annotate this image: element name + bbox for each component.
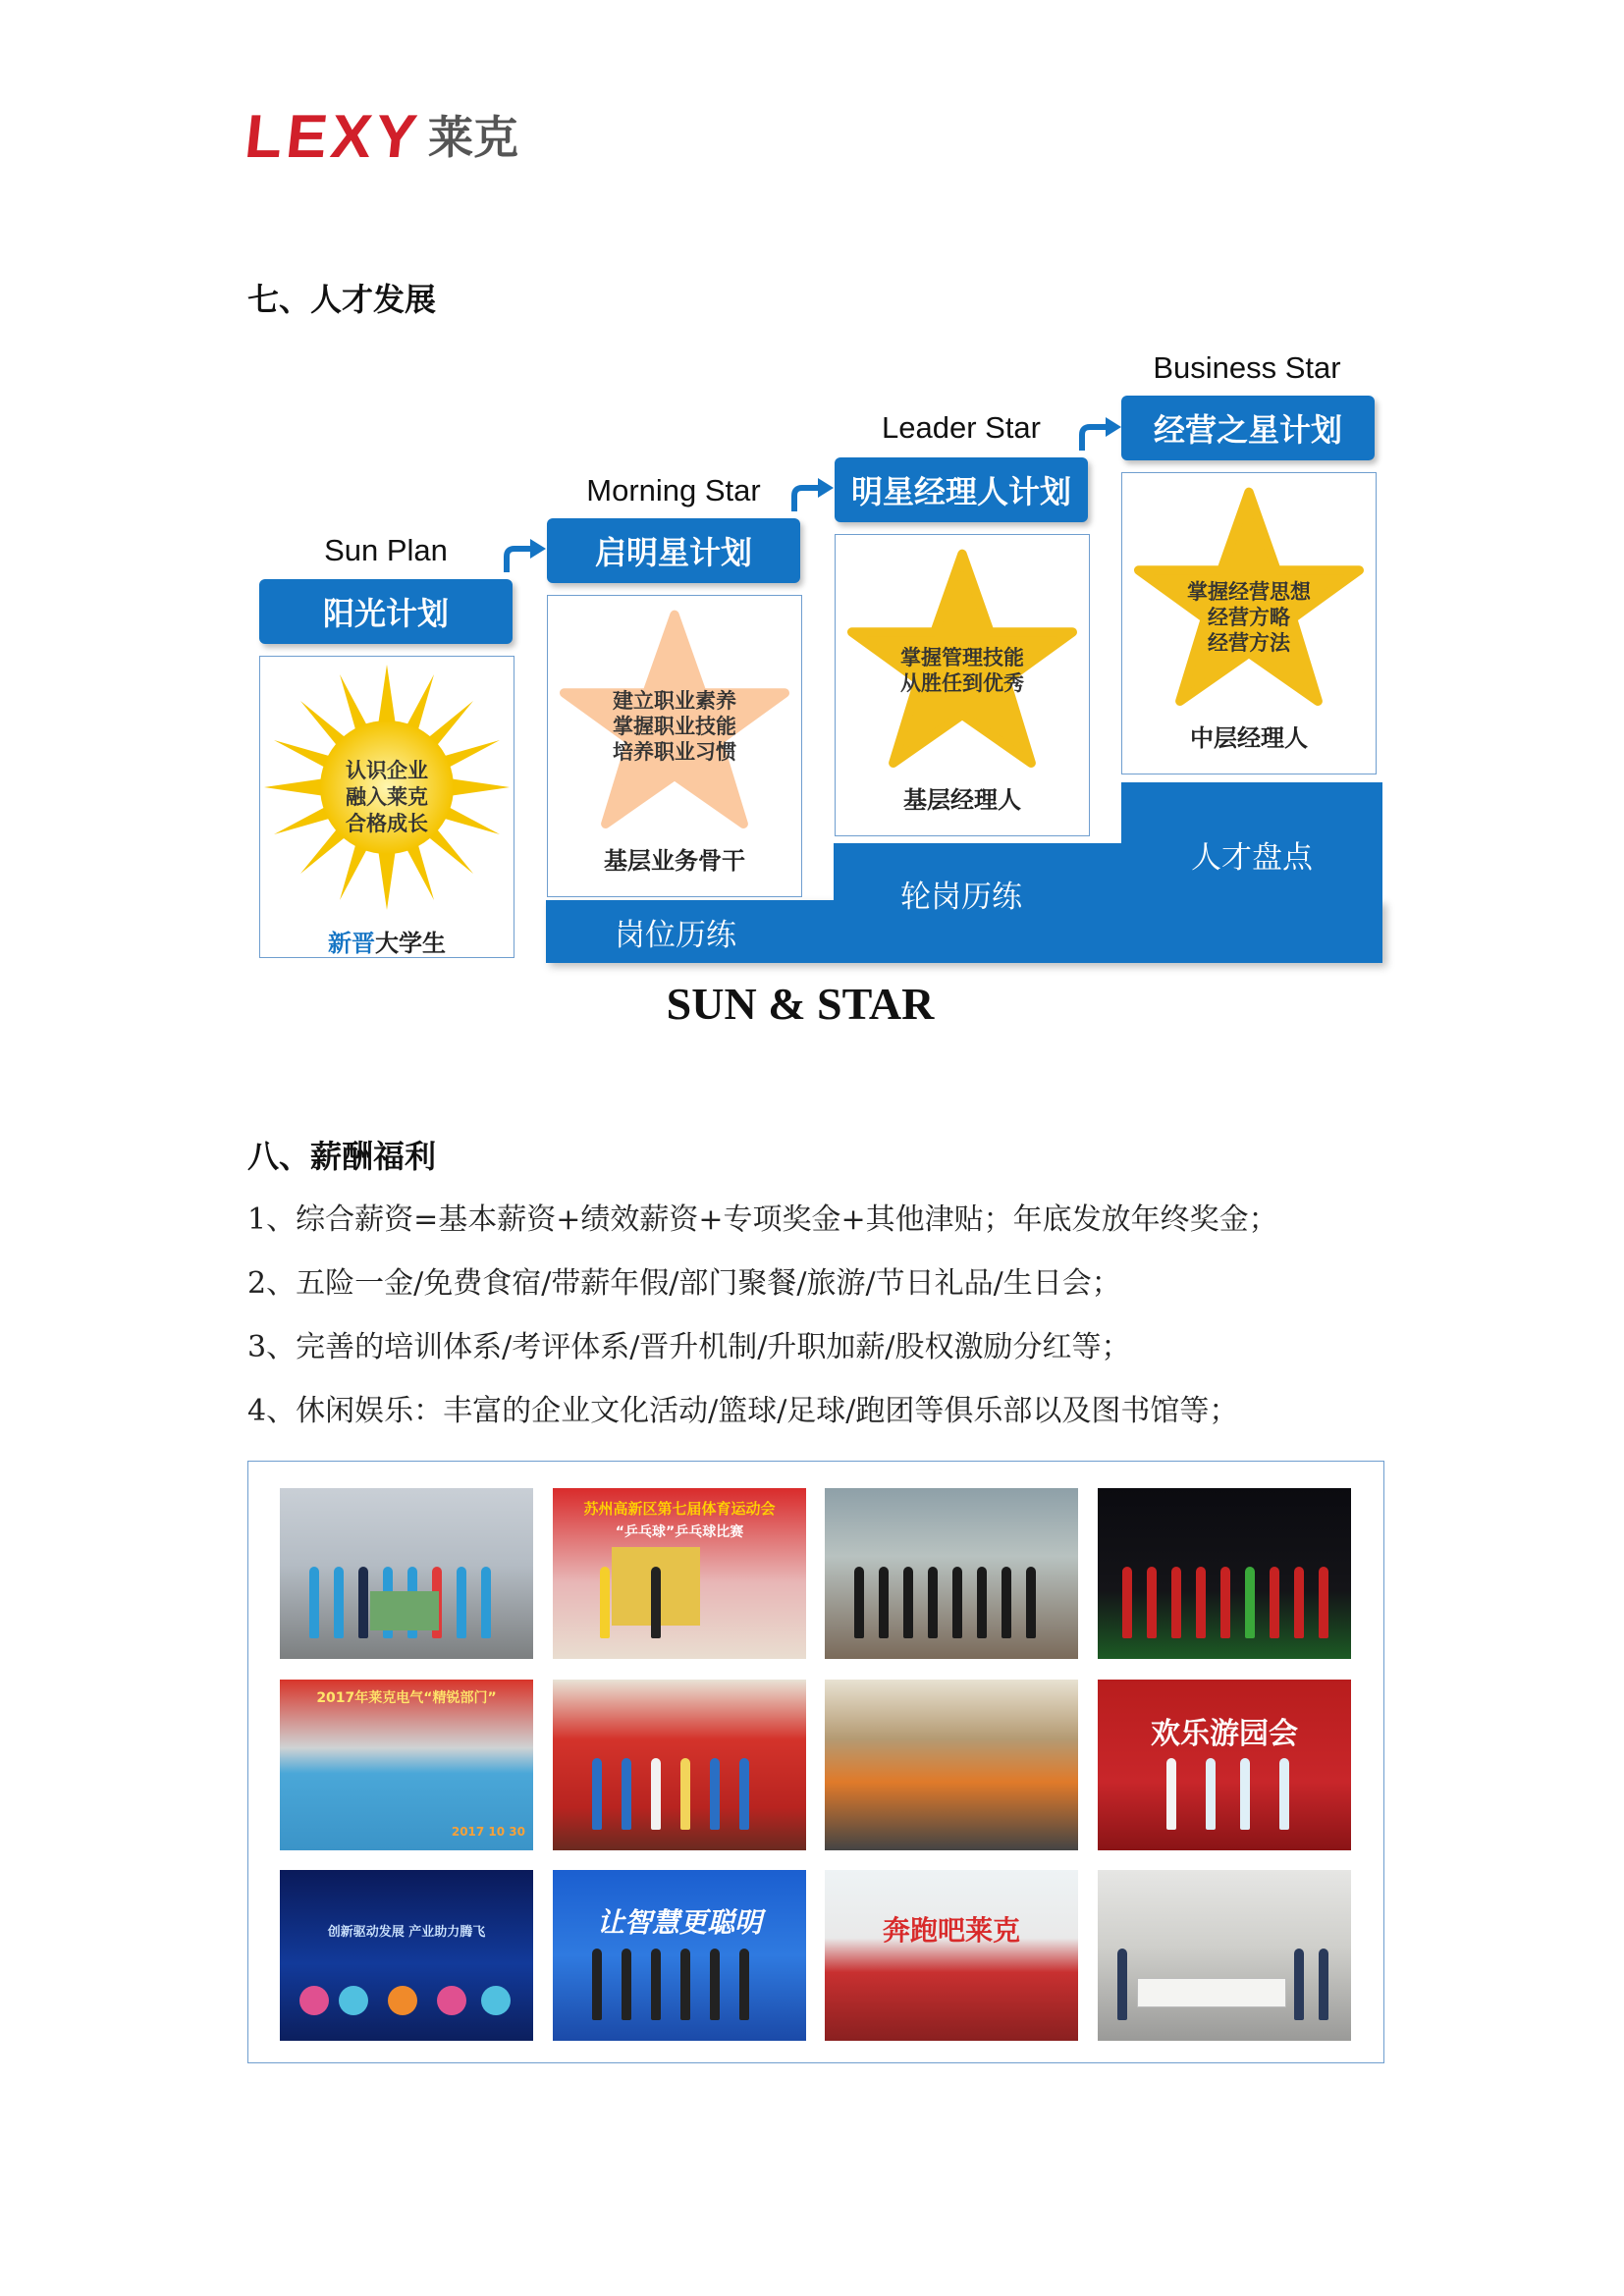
photo-auditorium-audience [825,1680,1078,1850]
logo-chinese: 莱克 [427,111,518,164]
photo-marathon-runners [280,1488,533,1659]
star-text-line: 掌握职业技能 [613,715,736,738]
sun-text-line: 认识企业 [346,759,428,782]
photo-group-blue-shirts [280,1680,533,1850]
arrow-icon [1076,413,1125,453]
plan-card-business-star [1121,472,1377,774]
section-title-talent-development: 七、人才发展 [247,281,437,318]
photo-running-club-group [825,1870,1078,2041]
sun-text-line: 融入莱克 [346,785,428,809]
photo-caption: 2017年莱克电气“精锐部门” [316,1690,497,1706]
caption-leader-star: Leader Star [882,410,1041,445]
morning-star-description [548,688,801,765]
plan-box-leader-star: 明星经理人计划 [835,457,1088,522]
caption-sun-plan: Sun Plan [324,533,448,567]
photo-caption: 奔跑吧莱克 [882,1914,1020,1947]
photo-caption: “乒乓球”乒乓球比赛 [615,1524,744,1540]
plan-box-morning-star: 启明星计划 [547,518,800,583]
step-label-post-training: 岗位历练 [615,917,736,953]
plan-box-sun: 阳光计划 [259,579,513,644]
plan-card-morning-star [547,595,802,897]
target-label-rest: 大学生 [375,930,446,957]
photo-basketball-team [825,1488,1078,1659]
leader-star-description [836,645,1089,696]
star-text-line: 经营方法 [1208,631,1290,655]
step-label-rotation-training: 轮岗历练 [900,880,1022,915]
photo-stage-award-ceremony [553,1680,806,1850]
section-title-compensation-benefits: 八、薪酬福利 [247,1138,437,1175]
plan-card-leader-star [835,534,1090,836]
benefit-item: 4、休闲娱乐：丰富的企业文化活动/篮球/足球/跑团等俱乐部以及图书馆等； [247,1394,1239,1428]
photo-stage-launch-event [280,1870,533,2041]
star-text-line: 掌握经营思想 [1187,580,1311,604]
arrow-icon [788,474,838,513]
step-label-talent-review: 人才盘点 [1191,840,1313,876]
photo-party-performance [1098,1680,1351,1850]
star-text-line: 建立职业素养 [613,689,736,713]
benefit-item: 3、完善的培训体系/考评体系/晋升机制/升职加薪/股权激励分红等； [247,1330,1131,1364]
star-text-line: 从胜任到优秀 [900,671,1024,695]
sun-text-line: 合格成长 [346,812,428,835]
business-star-description [1122,579,1376,656]
benefit-item: 2、五险一金/免费食宿/带薪年假/部门聚餐/旅游/节日礼品/生日会； [247,1266,1121,1301]
star-text-line: 掌握管理技能 [900,646,1024,669]
photo-caption: 欢乐游园会 [1151,1717,1298,1751]
star-text-line: 经营方略 [1208,606,1290,629]
business-star-target: 中层经理人 [1190,724,1308,752]
morning-star-target: 基层业务骨干 [604,847,745,875]
star-text-line: 培养职业习惯 [613,740,736,764]
logo-english: LEXY [242,103,424,171]
benefit-item: 1、综合薪资=基本薪资+绩效薪资+专项奖金+其他津贴；年底发放年终奖金； [247,1202,1278,1237]
leader-star-target: 基层经理人 [903,786,1021,814]
photo-calligraphy-stage [553,1870,806,2041]
photo-caption: 2017 10 30 [451,1825,525,1839]
photo-caption: 让智慧更聪明 [596,1906,762,1939]
photo-table-tennis-competition [553,1488,806,1659]
caption-business-star: Business Star [1153,350,1341,385]
activity-photo-gallery [247,1461,1384,2063]
company-logo [242,103,518,171]
photo-library-reading-room [1098,1870,1351,2041]
plan-box-business-star: 经营之星计划 [1121,396,1375,460]
sun-plan-target [260,924,514,958]
diagram-title: SUN & STAR [666,979,935,1029]
plan-card-sun [259,656,514,958]
photo-caption: 苏州高新区第七届体育运动会 [583,1500,776,1518]
target-label-highlight: 新晋 [328,930,375,957]
arrow-icon [501,535,550,574]
caption-morning-star: Morning Star [586,473,761,507]
photo-caption: 创新驱动发展 产业助力腾飞 [327,1925,486,1940]
photo-football-team-night [1098,1488,1351,1659]
sun-plan-description [260,758,514,837]
